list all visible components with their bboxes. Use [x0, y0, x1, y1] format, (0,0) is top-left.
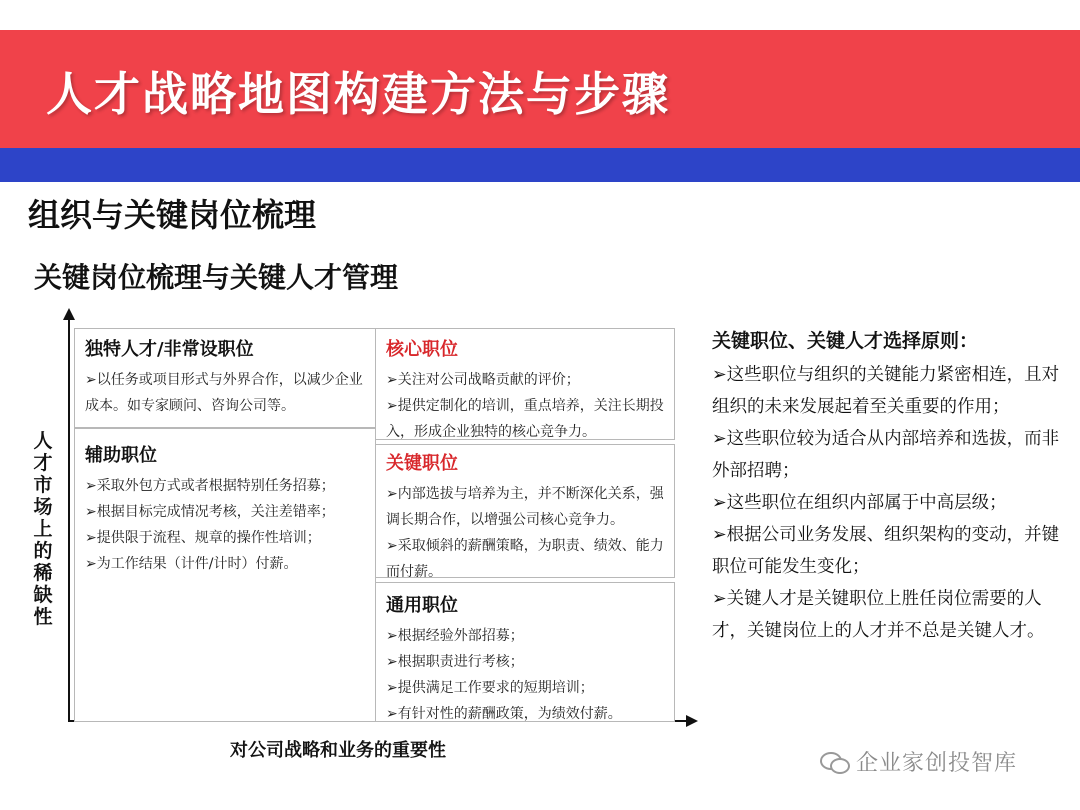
x-axis-label: 对公司战略和业务的重要性: [230, 740, 446, 761]
y-axis-label: 人才市场上的稀缺性: [33, 430, 53, 628]
quadrant-title: 辅助职位: [85, 445, 157, 466]
quadrant-item: ➢提供满足工作要求的短期培训；: [386, 680, 594, 696]
top-margin: [0, 0, 1080, 30]
quadrant-core-position: [375, 328, 675, 440]
quadrant-general-position: [375, 582, 675, 722]
principle-item: ➢这些职位在组织内部属于中高层级；: [712, 493, 1007, 513]
wechat-icon: [820, 750, 850, 774]
quadrant-item: ➢采取外包方式或者根据特别任务招募；: [85, 478, 335, 494]
watermark: [820, 746, 1017, 777]
principle-item: ➢这些职位与组织的关键能力紧密相连，且对组织的未来发展起着至关重要的作用；: [712, 365, 1060, 417]
quadrant-item: ➢有针对性的薪酬政策，为绩效付薪。: [386, 706, 622, 722]
quadrant-item: ➢为工作结果（计件/计时）付薪。: [85, 556, 298, 572]
x-axis-arrow: [686, 715, 698, 727]
header-accent-band: [0, 148, 1080, 182]
quadrant-item: ➢提供定制化的培训，重点培养，关注长期投入，形成企业独特的核心竞争力。: [386, 398, 664, 440]
quadrant-item: ➢内部选拔与培养为主，并不断深化关系，强调长期合作，以增强公司核心竞争力。: [386, 486, 664, 528]
subtitle: 关键岗位梳理与关键人才管理: [34, 261, 399, 294]
quadrant-item: ➢以任务或项目形式与外界合作，以减少企业成本。如专家顾问、咨询公司等。: [85, 372, 363, 414]
quadrant-key-position: [375, 444, 675, 578]
page-title: 人才战略地图构建方法与步骤: [46, 67, 670, 121]
y-axis: [68, 318, 70, 722]
section-title: 组织与关键岗位梳理: [28, 196, 317, 234]
principle-item: ➢关键人才是关键职位上胜任岗位需要的人才，关键岗位上的人才并不总是关键人才。: [712, 589, 1045, 641]
principle-item: ➢这些职位较为适合从内部培养和选拔，而非外部招聘；: [712, 429, 1060, 481]
quadrant-item: ➢关注对公司战略贡献的评价；: [386, 372, 580, 388]
principles-title: 关键职位、关键人才选择原则：: [712, 330, 979, 352]
quadrant-item: ➢根据目标完成情况考核，关注差错率；: [85, 504, 335, 520]
watermark-text: 企业家创投智库: [856, 751, 1018, 776]
quadrant-item: ➢提供限于流程、规章的操作性培训；: [85, 530, 321, 546]
quadrant-title: 通用职位: [386, 595, 458, 616]
principle-item: ➢根据公司业务发展、组织架构的变动，并键职位可能发生变化；: [712, 525, 1060, 577]
quadrant-item: ➢根据经验外部招募；: [386, 628, 524, 644]
quadrant-auxiliary-position: [74, 428, 376, 722]
quadrant-title: 核心职位: [386, 339, 458, 360]
quadrant-item: ➢采取倾斜的薪酬策略，为职责、绩效、能力而付薪。: [386, 538, 664, 580]
quadrant-item: ➢根据职责进行考核；: [386, 654, 524, 670]
quadrant-unique-talent: [74, 328, 376, 428]
quadrant-title: 独特人才/非常设职位: [85, 339, 254, 360]
selection-principles: [712, 326, 1062, 647]
quadrant-title: 关键职位: [386, 453, 458, 474]
